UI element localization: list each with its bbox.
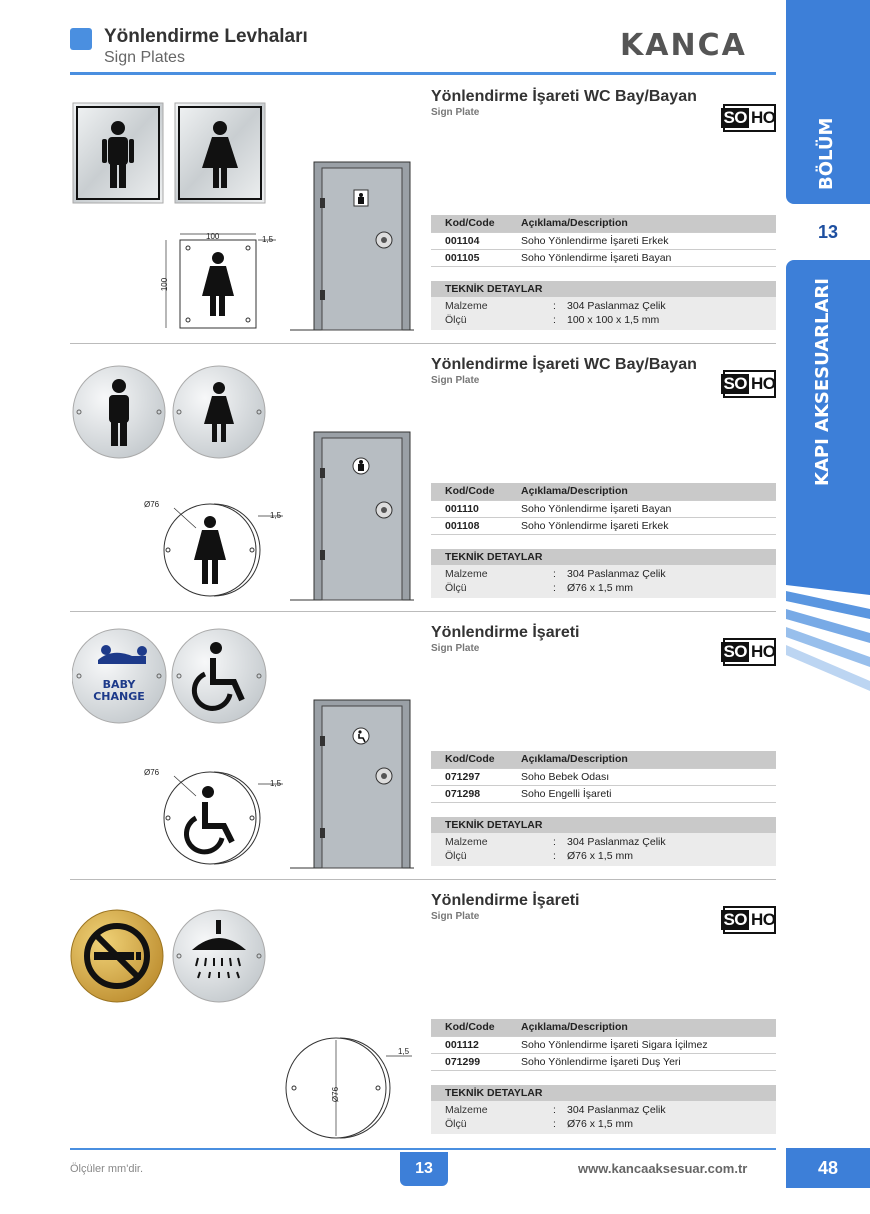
table-row [431,768,776,785]
code-cell: 001105 [431,249,515,266]
dim-width-label: 100 [206,232,220,241]
product-code-table [431,1019,776,1071]
sidebar-stripes [786,575,870,705]
shower-icon [173,910,265,1002]
tech-size-value: Ø76 x 1,5 mm [567,1118,633,1130]
product-subtitle: Sign Plate [431,375,480,386]
table-row [431,517,776,534]
col-header-code: Kod/Code [431,215,515,232]
tech-size-value: Ø76 x 1,5 mm [567,850,633,862]
col-header-desc: Açıklama/Description [515,1019,776,1036]
footer-note: Ölçüler mm'dir. [70,1163,143,1175]
col-header-desc: Açıklama/Description [515,215,776,232]
sidebar-section-block [786,0,870,204]
tech-key-material: Malzeme [445,836,488,848]
product-code-table [431,215,776,267]
product-section-1 [70,80,776,345]
dim-thickness-label: 1,5 [270,779,282,788]
tech-key-material: Malzeme [445,568,488,580]
product-title: Yönlendirme İşareti WC Bay/Bayan [431,356,697,373]
col-header-desc: Açıklama/Description [515,483,776,500]
dim-thickness-label: 1,5 [398,1047,410,1056]
door-icon [290,430,414,605]
door-icon [290,698,414,873]
product-code-table [431,751,776,803]
wheelchair-icon [186,786,232,852]
product-title: Yönlendirme İşareti [431,624,580,641]
tech-header: TEKNİK DETAYLAR [431,817,776,833]
col-header-desc: Açıklama/Description [515,751,776,768]
dim-diameter-label: Ø76 [144,768,160,777]
table-row [431,232,776,249]
desc-cell: Soho Yönlendirme İşareti Erkek [515,517,776,534]
soho-ho: HO [751,910,776,929]
table-row [431,785,776,802]
tech-material-value: 304 Paslanmaz Çelik [567,1104,666,1116]
desc-cell: Soho Bebek Odası [515,768,776,785]
desc-cell: Soho Engelli İşareti [515,785,776,802]
code-cell: 071298 [431,785,515,802]
footer-divider [70,1148,776,1150]
tech-header: TEKNİK DETAYLAR [431,281,776,297]
door-icon [290,160,414,335]
header-divider [70,72,776,75]
product-title: Yönlendirme İşareti [431,892,580,909]
tech-details: TEKNİK DETAYLAR Malzeme : 304 Paslanmaz Çelik Ölçü : 100 x 100 x 1,5 mm [431,281,776,330]
sidebar-category-block [786,260,870,580]
tech-details: TEKNİK DETAYLAR Malzeme : 304 Paslanmaz Çelik Ölçü : Ø76 x 1,5 mm [431,1085,776,1134]
header-subtitle: Sign Plates [104,49,185,66]
right-sidebar [786,0,870,1214]
dim-thickness-label: 1,5 [270,511,282,520]
baby-change-icon [72,629,166,723]
desc-cell: Soho Yönlendirme İşareti Bayan [515,249,776,266]
product-section-2 [70,348,776,613]
round-access-signs [72,626,268,726]
soho-brand-badge [723,104,776,132]
tech-details: TEKNİK DETAYLAR Malzeme : 304 Paslanmaz Çelik Ölçü : Ø76 x 1,5 mm [431,817,776,866]
square-dimension-drawing [158,226,278,336]
section-divider [70,611,776,612]
product-subtitle: Sign Plate [431,643,480,654]
dim-height-label: 100 [160,277,170,292]
man-sign-icon [73,366,165,458]
dim-diameter-label: Ø76 [144,500,160,509]
code-cell: 001112 [431,1036,515,1053]
tech-key-material: Malzeme [445,1104,488,1116]
woman-sign-icon [173,366,265,458]
round-facility-signs [70,908,268,1004]
col-header-code: Kod/Code [431,483,515,500]
product-title: Yönlendirme İşareti WC Bay/Bayan [431,88,697,105]
tech-material-value: 304 Paslanmaz Çelik [567,836,666,848]
tech-header: TEKNİK DETAYLAR [431,549,776,565]
col-header-code: Kod/Code [431,751,515,768]
table-row [431,500,776,517]
soho-so: SO [723,910,748,929]
tech-header: TEKNİK DETAYLAR [431,1085,776,1101]
wheelchair-icon [172,629,266,723]
product-subtitle: Sign Plate [431,911,480,922]
footer-chapter-tab: 13 [400,1152,448,1186]
product-subtitle: Sign Plate [431,107,480,118]
section-divider [70,343,776,344]
code-cell: 001110 [431,500,515,517]
soho-brand-badge [723,370,776,398]
soho-brand-badge [723,638,776,666]
col-header-code: Kod/Code [431,1019,515,1036]
code-cell: 001104 [431,232,515,249]
product-section-3 [70,616,776,881]
baby-text-1: BABY [102,678,136,691]
woman-sign-icon [174,102,266,204]
desc-cell: Soho Yönlendirme İşareti Sigara İçilmez [515,1036,776,1053]
desc-cell: Soho Yönlendirme İşareti Duş Yeri [515,1053,776,1070]
sidebar-chapter-number: 13 [786,214,870,250]
soho-ho: HO [751,108,776,127]
code-cell: 001108 [431,517,515,534]
footer-page-number: 48 [786,1148,870,1188]
tech-size-value: Ø76 x 1,5 mm [567,582,633,594]
product-section-4 [70,884,776,1146]
code-cell: 071299 [431,1053,515,1070]
code-cell: 071297 [431,768,515,785]
round-wc-signs [72,364,268,460]
man-sign-icon [72,102,164,204]
table-row [431,249,776,266]
soho-so: SO [723,108,748,127]
footer-website-link[interactable]: www.kancaaksesuar.com.tr [578,1161,748,1176]
tech-key-size: Ölçü [445,582,467,594]
table-row [431,1036,776,1053]
brand-logo: KANCA [620,28,747,63]
tech-material-value: 304 Paslanmaz Çelik [567,300,666,312]
tech-key-size: Ölçü [445,314,467,326]
desc-cell: Soho Yönlendirme İşareti Bayan [515,500,776,517]
tech-details: TEKNİK DETAYLAR Malzeme : 304 Paslanmaz Çelik Ölçü : Ø76 x 1,5 mm [431,549,776,598]
table-row [431,1053,776,1070]
header-square-icon [70,28,92,50]
dim-thickness-label: 1,5 [262,235,274,244]
tech-key-size: Ölçü [445,1118,467,1130]
round-dimension-drawing [138,766,288,866]
section-divider [70,879,776,880]
tech-size-value: 100 x 100 x 1,5 mm [567,314,660,326]
baby-text-2: CHANGE [93,690,145,703]
soho-brand-badge [723,906,776,934]
soho-ho: HO [751,642,776,661]
tech-material-value: 304 Paslanmaz Çelik [567,568,666,580]
sidebar-label-top: BÖLÜM [816,117,837,190]
sidebar-label-bottom: KAPI AKSESUARLARI [812,278,833,486]
desc-cell: Soho Yönlendirme İşareti Erkek [515,232,776,249]
soho-so: SO [723,642,748,661]
no-smoking-icon [71,910,163,1002]
header-title: Yönlendirme Levhaları [104,26,308,47]
product-code-table [431,483,776,535]
tech-key-material: Malzeme [445,300,488,312]
tech-key-size: Ölçü [445,850,467,862]
dim-diameter-label: Ø76 [331,1086,341,1103]
soho-so: SO [723,374,748,393]
soho-ho: HO [751,374,776,393]
round-dimension-drawing [138,498,288,598]
